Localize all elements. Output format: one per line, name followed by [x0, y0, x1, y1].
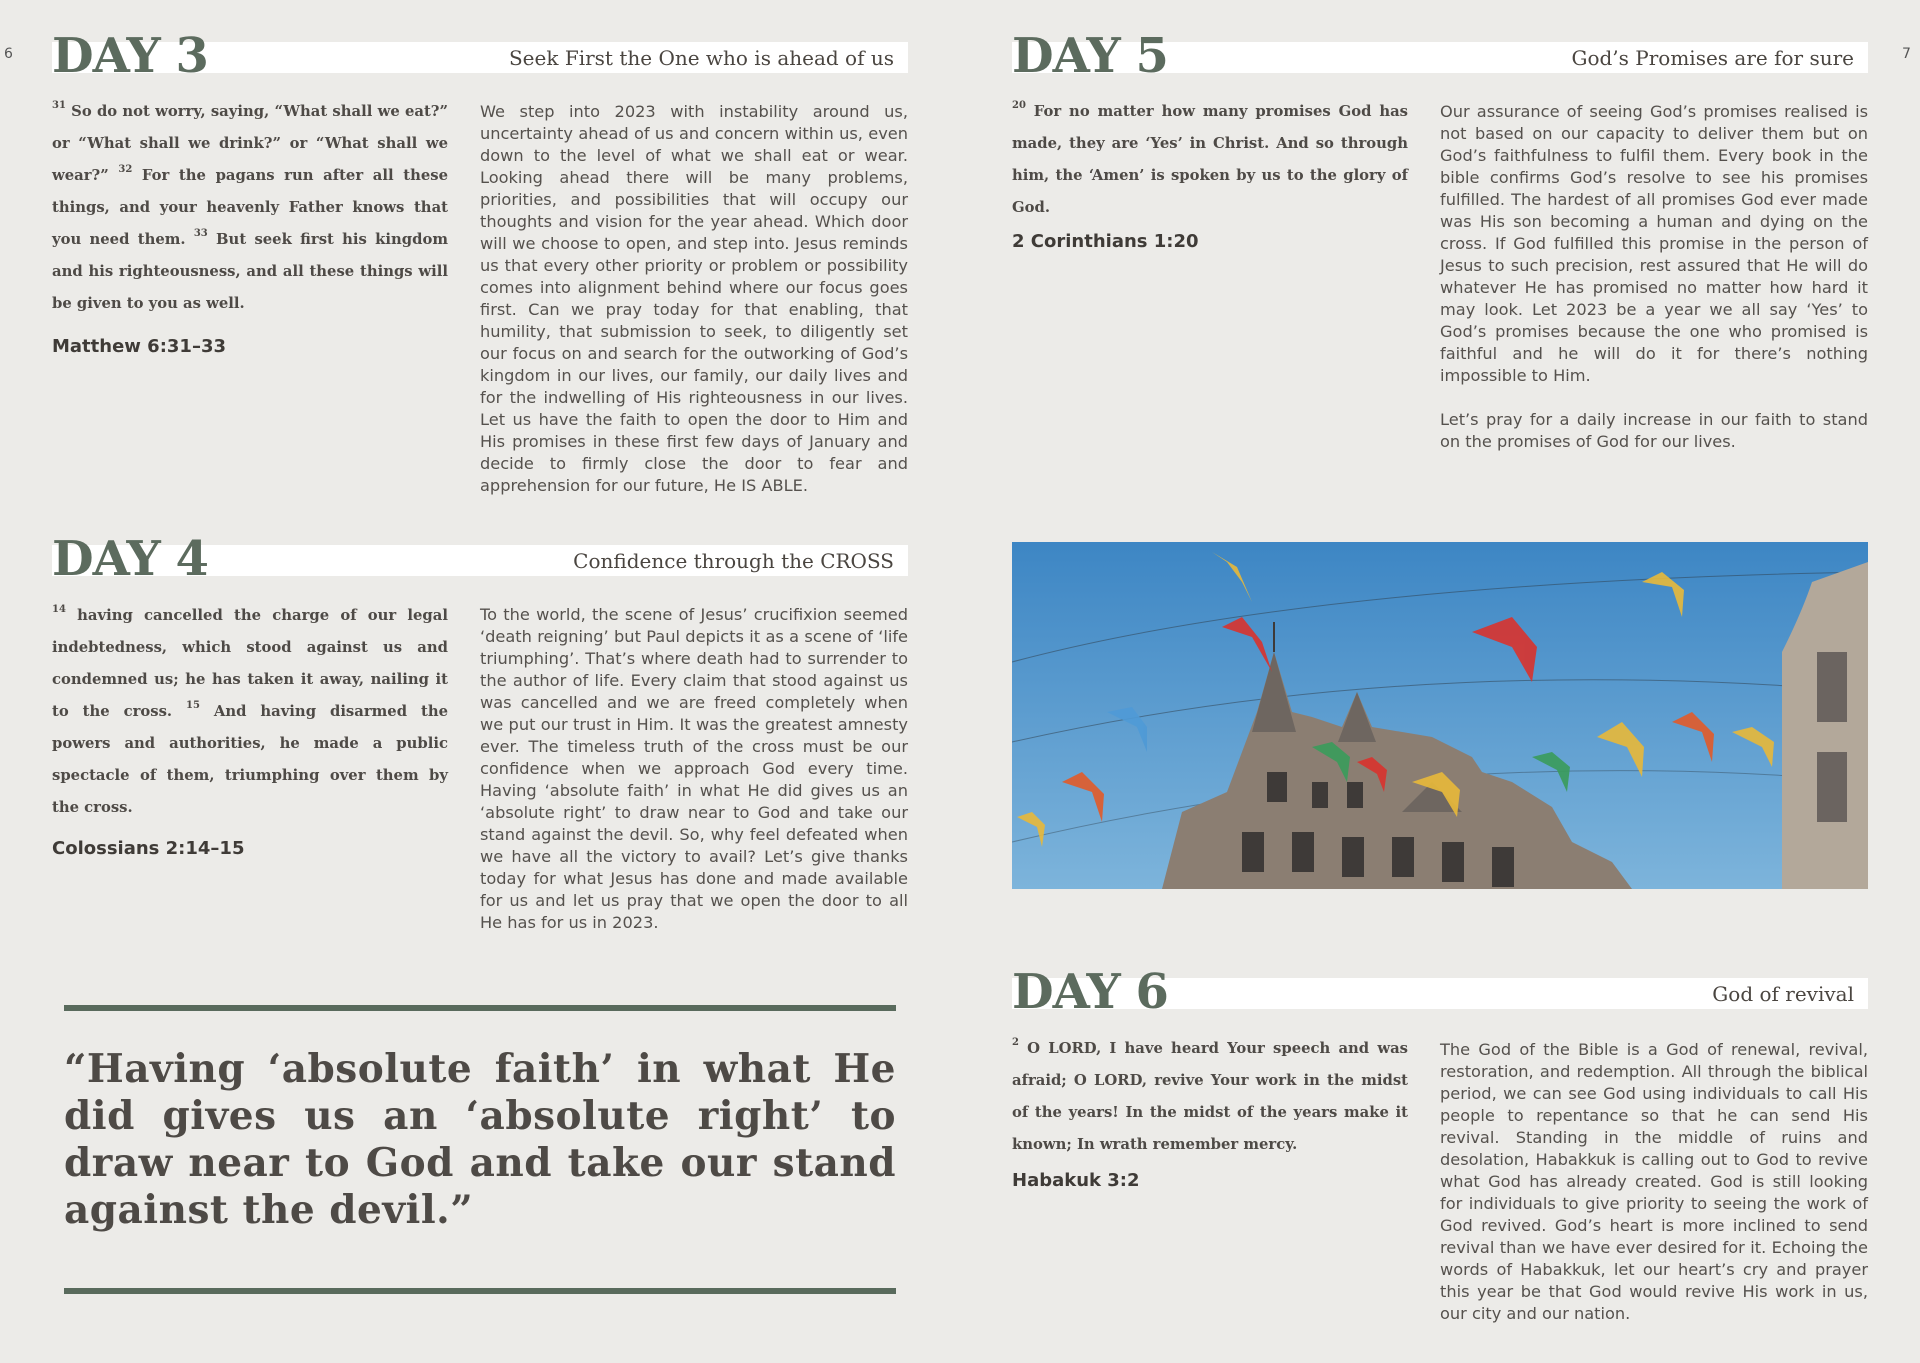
day5-reference: 2 Corinthians 1:20: [1012, 231, 1199, 252]
day6-header: [1012, 964, 1868, 1020]
verse-text: For the pagans run after all these things, and your heavenly Father knows that you need them.: [52, 167, 448, 248]
page-number-left: 6: [4, 46, 13, 62]
day3-title: Seek First the One who is ahead of us: [508, 46, 894, 70]
verse-text: And having disarmed the powers and authorities, he made a public spectacle of them, triumphing over them by the cross.: [52, 703, 449, 816]
day4-header: [52, 531, 908, 587]
verse-number: 31: [52, 100, 66, 111]
day3-body-text: We step into 2023 with instability around us, uncertainty ahead of us and concern within us, even down to the level of what we shall eat or wear. Looking ahead there will be many problems, priorities, and possibilities that will occupy our thoughts and vision for the year ahead. Which door will we choose to open, and step into. Jesus reminds us that every other priority or problem or possibility comes into alignment behind where our focus goes first. Can we pray today for that enabling, that humility, that submission to seek, to diligently set our focus on and search for the outworking of God’s kingdom in our lives, our family, our daily lives and for the indwelling of His righteousness in our lives. Let us have the faith to open the door to Him and His promises in these first few days of January and decide to firmly close the door to fear and apprehension for our future, He IS ABLE.: [480, 102, 908, 495]
day5-body-paragraph: Our assurance of seeing God’s promises realised is not based on our capacity to deliver them but on God’s faithfulness to fulfil them. Every book in the bible confirms God’s resolve to see his promises fulfilled. The hardest of all promises God ever made was His son becoming a human and dying on the cross. If God fulfilled this promise in the person of Jesus to such precision, rest assured that He will do whatever He has promised no matter how hard it may look. Let 2023 be a year we all say ‘Yes’ to God’s promises because the one who promised is faithful and he will do it for there’s nothing impossible to Him.: [1440, 102, 1868, 385]
verse-number: 20: [1012, 100, 1026, 111]
bunting-birds-photo: [1012, 542, 1868, 889]
day5-label: DAY 5: [1012, 28, 1168, 84]
verse-text: But seek first his kingdom and his righteousness, and all these things will be given to you as well.: [52, 231, 448, 312]
day4-title: Confidence through the CROSS: [573, 549, 894, 573]
day6-body-text: The God of the Bible is a God of renewal, revival, restoration, and redemption. All through the biblical period, we can see God using individuals to call His people to repentance so that he can send His revival. Standing in the middle of ruins and desolation, Habakkuk is calling out to God to revive what God has already created. God is still looking for individuals to give priority to seeing the work of God revived. God’s heart is more inclined to send revival than we have ever desired for it. Echoing the words of Habakkuk, let our heart’s cry and prayer this year be that God would revive His work in us, our city and our nation.: [1440, 1040, 1868, 1323]
verse-text: having cancelled the charge of our legal indebtedness, which stood against us and condemned us; he has taken it away, nailing it to the cross.: [52, 607, 448, 720]
day4-reference: Colossians 2:14–15: [52, 838, 245, 859]
day3-header: [52, 28, 908, 84]
pull-quote: “Having ‘absolute faith’ in what He did gives us an ‘absolute right’ to draw near to God and take our stand against the devil.”: [64, 1046, 896, 1233]
verse-text: O LORD, I have heard Your speech and was afraid; O LORD, revive Your work in the midst of the years! In the midst of the years make it known; In wrath remember mercy.: [1012, 1040, 1408, 1153]
day5-body: [1440, 101, 1868, 453]
photo-illustration: [1012, 542, 1868, 889]
day4-label: DAY 4: [52, 531, 208, 587]
day3-label: DAY 3: [52, 28, 208, 84]
day3-verse: [52, 96, 448, 320]
day4-body-text: To the world, the scene of Jesus’ crucifixion seemed ‘death reigning’ but Paul depicts it as a scene of ‘life triumphing’. That’s where death had to surrender to the author of life. Every claim that stood against us was cancelled and we are freed completely when we put our trust in Him. It was the greatest amnesty ever. The timeless truth of the cross must be our confidence when we approach God every time. Having ‘absolute faith’ in what He did gives us an ‘absolute right’ to draw near to God and take our stand against the devil. So, why feel defeated when we have all the victory to avail? Let’s give thanks today for what Jesus has done and made available for us and let us pray that we open the door to all He has for us in 2023.: [480, 605, 908, 932]
verse-number: 15: [186, 700, 200, 711]
day4-verse: [52, 600, 448, 824]
day5-verse: [1012, 96, 1408, 224]
day4-body: [480, 604, 908, 934]
quote-rule-top: [64, 1005, 896, 1011]
quote-rule-bottom: [64, 1288, 896, 1294]
day6-body: [1440, 1039, 1868, 1325]
verse-text: So do not worry, saying, “What shall we eat?” or “What shall we drink?” or “What shall we wear?”: [52, 103, 448, 184]
verse-number: 33: [193, 228, 208, 239]
day6-label: DAY 6: [1012, 964, 1168, 1020]
verse-number: 32: [118, 164, 133, 175]
day5-title: God’s Promises are for sure: [1571, 46, 1854, 70]
verse-text: For no matter how many promises God has made, they are ‘Yes’ in Christ. And so through him, the ‘Amen’ is spoken by us to the glory of God.: [1012, 103, 1408, 216]
day6-verse: [1012, 1033, 1408, 1161]
day5-body-paragraph: Let’s pray for a daily increase in our faith to stand on the promises of God for our lives.: [1440, 410, 1868, 451]
day5-header: [1012, 28, 1868, 84]
page-number-right: 7: [1902, 46, 1911, 62]
day3-reference: Matthew 6:31–33: [52, 336, 227, 357]
day3-body: [480, 101, 908, 497]
verse-number: 2: [1012, 1037, 1019, 1048]
day6-reference: Habakuk 3:2: [1012, 1170, 1140, 1191]
day6-title: God of revival: [1712, 982, 1854, 1006]
verse-number: 14: [52, 604, 66, 615]
